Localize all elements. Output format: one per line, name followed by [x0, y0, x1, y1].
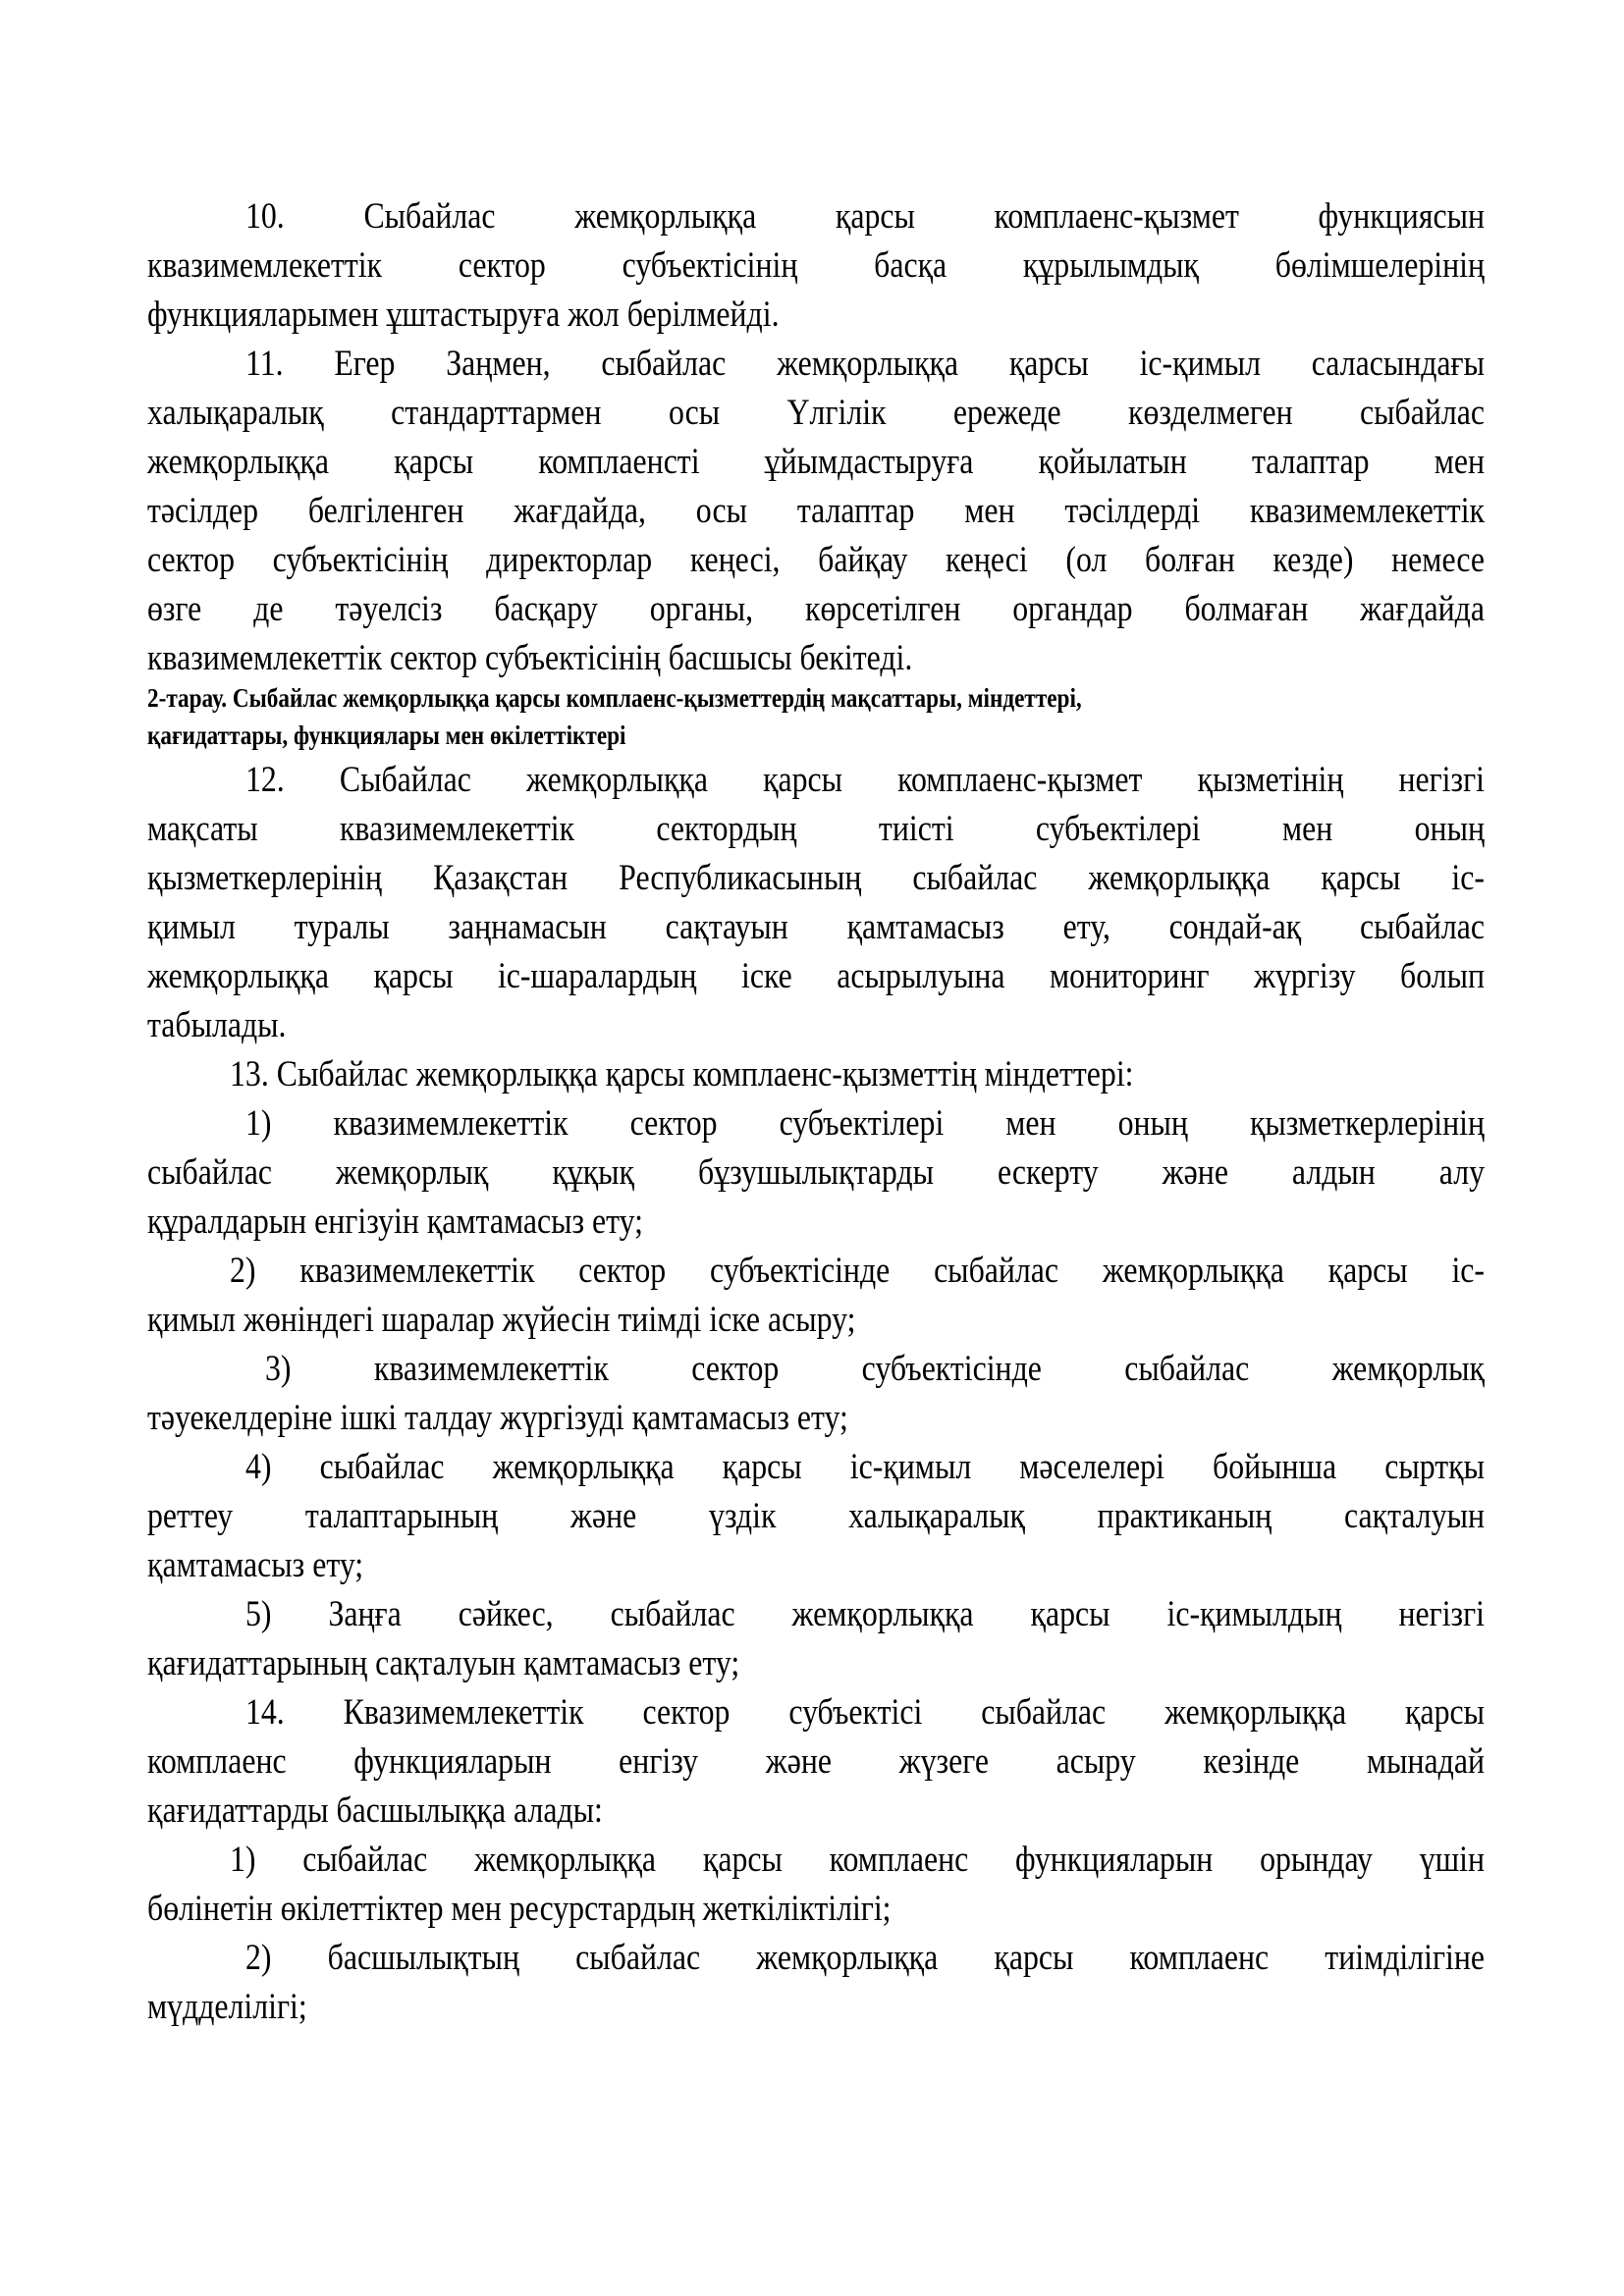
text-line: 13. Сыбайлас жемқорлыққа қарсы комплаенс-қызметтің міндеттері: — [229, 1054, 1134, 1095]
text-line: 14. Квазимемлекеттік сектор субъектісі сыбайлас жемқорлыққа қарсы — [244, 1692, 1485, 1733]
text-line: 5) Заңға сәйкес, сыбайлас жемқорлыққа қарсы іс-қимылдың негізгі — [244, 1594, 1485, 1634]
text-line: 3) квазимемлекеттік сектор субъектісінде сыбайлас жемқорлық — [264, 1349, 1485, 1389]
paragraph-p14-1 — [147, 1836, 1485, 1934]
text-line: тәуекелдеріне ішкі талдау жүргізуді қамтамасыз ету; — [147, 1398, 848, 1438]
paragraph-p13-3 — [147, 1345, 1485, 1443]
chapter-heading — [147, 679, 1485, 754]
text-line: сыбайлас жемқорлық құқық бұзушылықтарды ескерту және алдын алу — [147, 1152, 1485, 1193]
text-line: 4) сыбайлас жемқорлыққа қарсы іс-қимыл мәселелері бойынша сыртқы — [244, 1447, 1485, 1487]
text-line: өзге де тәуелсіз басқару органы, көрсетілген органдар болмаған жағдайда — [147, 589, 1485, 629]
text-line: жемқорлыққа қарсы комплаенсті ұйымдастыруға қойылатын талаптар мен — [147, 442, 1485, 482]
paragraph-p13 — [147, 1050, 1485, 1099]
text-line: қимыл туралы заңнамасын сақтауын қамтамасыз ету, сондай-ақ сыбайлас — [147, 907, 1485, 947]
paragraph-p13-1 — [147, 1099, 1485, 1247]
text-line: қағидаттарының сақталуын қамтамасыз ету; — [147, 1643, 740, 1683]
heading-line: қағидаттары, функциялары мен өкілеттіктері — [147, 721, 626, 750]
text-line: 1) квазимемлекеттік сектор субъектілері мен оның қызметкерлерінің — [244, 1103, 1485, 1144]
text-line: қимыл жөніндегі шаралар жүйесін тиімді іске асыру; — [147, 1300, 856, 1340]
text-line: мақсаты квазимемлекеттік сектордың тиісті субъектілері мен оның — [147, 809, 1485, 849]
text-line: 12. Сыбайлас жемқорлыққа қарсы комплаенс-қызмет қызметінің негізгі — [244, 760, 1485, 800]
document-body — [147, 192, 1485, 2032]
text-line: 1) сыбайлас жемқорлыққа қарсы комплаенс функцияларын орындау үшін — [229, 1840, 1485, 1880]
text-line: бөлінетін өкілеттіктер мен ресурстардың жеткіліктілігі; — [147, 1889, 892, 1929]
paragraph-p14 — [147, 1688, 1485, 1836]
paragraph-p14-2 — [147, 1934, 1485, 2032]
text-line: қызметкерлерінің Қазақстан Республикасының сыбайлас жемқорлыққа қарсы іс- — [147, 858, 1485, 898]
text-line: қамтамасыз ету; — [147, 1545, 364, 1585]
text-line: қағидаттарды басшылыққа алады: — [147, 1790, 603, 1831]
text-line: мүдделілігі; — [147, 1987, 307, 2027]
text-line: 2) басшылықтың сыбайлас жемқорлыққа қарсы комплаенс тиімділігіне — [244, 1938, 1485, 1978]
text-line: табылады. — [147, 1005, 287, 1045]
text-line: квазимемлекеттік сектор субъектісінің басқа құрылымдық бөлімшелерінің — [147, 245, 1485, 286]
text-line: 10. Сыбайлас жемқорлыққа қарсы комплаенс-қызмет функциясын — [244, 196, 1485, 237]
paragraph-p13-5 — [147, 1590, 1485, 1688]
text-line: комплаенс функцияларын енгізу және жүзеге асыру кезінде мынадай — [147, 1741, 1485, 1782]
paragraph-p12 — [147, 756, 1485, 1050]
text-line: 11. Егер Заңмен, сыбайлас жемқорлыққа қарсы іс-қимыл саласындағы — [244, 344, 1485, 384]
paragraph-p10 — [147, 192, 1485, 340]
text-line: тәсілдер белгіленген жағдайда, осы талаптар мен тәсілдерді квазимемлекеттік — [147, 491, 1485, 531]
text-line: құралдарын енгізуін қамтамасыз ету; — [147, 1201, 643, 1242]
text-line: квазимемлекеттік сектор субъектісінің басшысы бекітеді. — [147, 638, 913, 678]
text-line: функцияларымен ұштастыруға жол берілмейді. — [147, 294, 780, 335]
text-line: сектор субъектісінің директорлар кеңесі, байқау кеңесі (ол болған кезде) немесе — [147, 540, 1485, 580]
text-line: реттеу талаптарының және үздік халықаралық практиканың сақталуын — [147, 1496, 1485, 1536]
heading-line: 2-тарау. Сыбайлас жемқорлыққа қарсы комплаенс-қызметтердің мақсаттары, міндеттері, — [147, 683, 1082, 713]
text-line: халықаралық стандарттармен осы Үлгілік ережеде көзделмеген сыбайлас — [147, 393, 1485, 433]
paragraph-p13-4 — [147, 1443, 1485, 1590]
paragraph-p11 — [147, 340, 1485, 683]
text-line: жемқорлыққа қарсы іс-шаралардың іске асырылуына мониторинг жүргізу болып — [147, 956, 1485, 996]
text-line: 2) квазимемлекеттік сектор субъектісінде сыбайлас жемқорлыққа қарсы іс- — [229, 1251, 1485, 1291]
paragraph-p13-2 — [147, 1247, 1485, 1345]
